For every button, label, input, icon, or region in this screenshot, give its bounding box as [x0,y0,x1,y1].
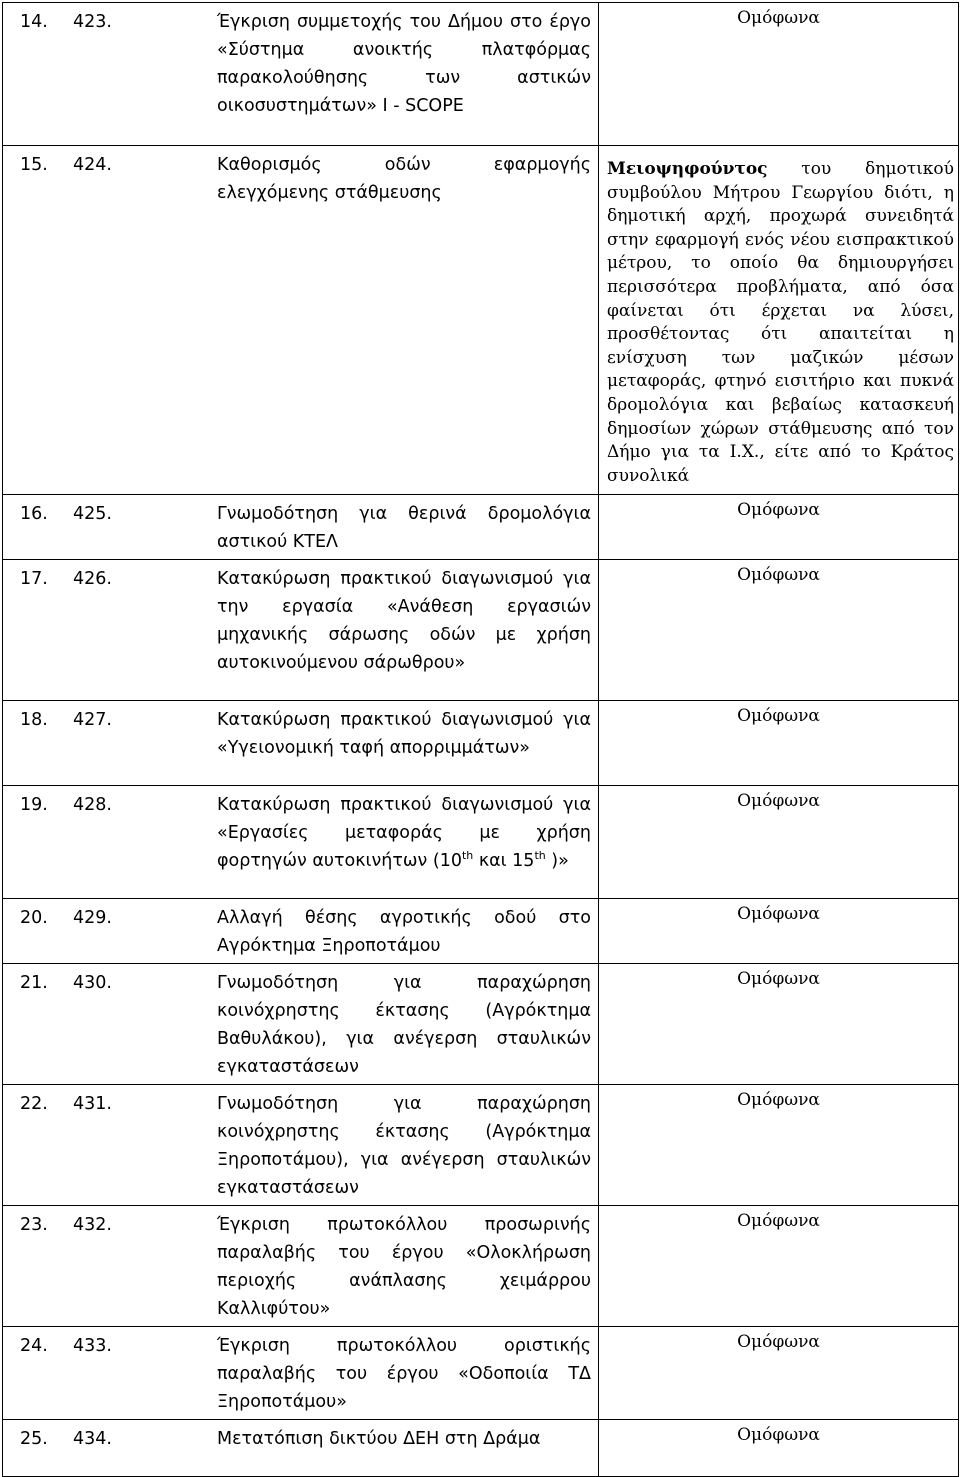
decision-number: 429. [73,908,112,929]
vote-result: Ομόφωνα [737,904,820,925]
vote-cell [599,1206,959,1327]
decision-title: Έγκριση πρωτοκόλλου προσωρινής παραλαβής του έργου «Ολοκλήρωση περιοχής ανάπλασης χειμάρρου Καλλιφύτου» [217,1215,591,1320]
row-seq: 19. [20,795,48,816]
decision-number: 430. [73,973,112,994]
minority-comment [599,146,958,494]
table-row [3,146,959,495]
ordinal-suffix: th [461,849,474,863]
row-seq: 21. [20,973,48,994]
decisions-table [2,2,959,1477]
table-row [3,1327,959,1420]
decision-cell [3,495,599,560]
table-row [3,701,959,786]
ordinal-suffix: th [534,849,546,863]
row-seq: 25. [20,1429,48,1450]
row-seq: 24. [20,1336,48,1357]
decision-cell [3,3,599,146]
decision-cell [3,560,599,701]
decision-number: 431. [73,1094,112,1115]
vote-cell [599,701,959,786]
vote-cell [599,146,959,495]
table-row [3,560,959,701]
vote-result: Ομόφωνα [737,791,820,812]
row-seq: 23. [20,1215,48,1236]
decision-title: Κατακύρωση πρακτικού διαγωνισμού για την εργασία «Ανάθεση εργασιών μηχανικής σάρωσης οδών με χρήση αυτοκινούμενου σάρωθρου» [217,569,591,674]
decision-cell [3,964,599,1085]
table-row [3,1206,959,1327]
decision-number: 423. [73,12,112,32]
decision-cell [3,899,599,964]
row-seq: 16. [20,504,48,525]
decision-cell [3,1327,599,1420]
row-seq: 17. [20,569,48,590]
vote-cell [599,495,959,560]
decision-title: Καθορισμός οδών εφαρμογής ελεγχόμενης στάθμευσης [217,155,591,203]
vote-cell [599,3,959,146]
decision-cell [3,146,599,495]
vote-result: Ομόφωνα [737,1211,820,1232]
vote-cell [599,1085,959,1206]
decision-cell [3,1420,599,1477]
decision-title: Γνωμοδότηση για παραχώρηση κοινόχρηστης έκτασης (Αγρόκτημα Βαθυλάκου), για ανέγερση σταυλικών εγκαταστάσεων [217,973,591,1078]
decision-title: Μετατόπιση δικτύου ΔΕΗ στη Δράμα [217,1429,541,1450]
decision-number: 433. [73,1336,112,1357]
vote-result: Ομόφωνα [737,706,820,727]
vote-result: Ομόφωνα [737,969,820,990]
title-part: Κατακύρωση πρακτικού διαγωνισμού για «Εργασίες μεταφοράς με χρήση φορτηγών αυτοκινήτων (10 [217,795,591,872]
row-seq: 14. [20,12,48,32]
decision-number: 425. [73,504,112,525]
table-row [3,1085,959,1206]
vote-result: Ομόφωνα [737,1332,820,1353]
vote-cell [599,964,959,1085]
table-row [3,786,959,899]
decision-cell [3,701,599,786]
table-row [3,899,959,964]
vote-result: Ομόφωνα [737,1425,820,1446]
comment-lead: Μειοψηφούντος [607,159,768,179]
decision-cell [3,1206,599,1327]
decision-cell [3,786,599,899]
decision-number: 432. [73,1215,112,1236]
vote-result: Ομόφωνα [737,565,820,586]
decision-number: 424. [73,155,112,175]
decision-number: 434. [73,1429,112,1450]
decision-title: Έγκριση πρωτοκόλλου οριστικής παραλαβής του έργου «Οδοποιία ΤΔ Ξηροποτάμου» [217,1336,591,1413]
vote-cell [599,899,959,964]
vote-cell [599,1420,959,1477]
decision-cell [3,1085,599,1206]
table-row [3,1420,959,1477]
table-row [3,495,959,560]
decision-title: Γνωμοδότηση για παραχώρηση κοινόχρηστης έκτασης (Αγρόκτημα Ξηροποτάμου), για ανέγερση σταυλικών εγκαταστάσεων [217,1094,591,1199]
title-part: και 15 [473,851,535,872]
decision-title: Γνωμοδότηση για θερινά δρομολόγια αστικού ΚΤΕΛ [217,504,591,553]
table-row [3,964,959,1085]
decision-number: 427. [73,710,112,731]
vote-result: Ομόφωνα [737,500,820,521]
decision-number: 428. [73,795,112,816]
decision-title: Αλλαγή θέσης αγροτικής οδού στο Αγρόκτημα Ξηροποτάμου [217,908,591,957]
comment-text: του δημοτικού συμβούλου Μήτρου Γεωργίου διότι, η δημοτική αρχή, προχωρά συνειδητά στην εφαρμογή ενός νέου εισπρακτικού μέτρου, το οποίο θα δημιουργήσει περισσότερα προβλήματα, από όσα φαίνεται ότι έρχεται να λύσει, προσθέτοντας ότι απαιτείται η ενίσχυση των μαζικών μέσων μεταφοράς, φτηνό εισιτήριο και πυκνά δρομολόγια και βεβαίως κατασκευή δημοσίων χώρων στάθμευσης από τον Δήμο για τα Ι.Χ., είτε από το Κράτος συνολικά [607,159,954,486]
table-row [3,3,959,146]
row-seq: 20. [20,908,48,929]
row-seq: 15. [20,155,48,175]
decision-title: Κατακύρωση πρακτικού διαγωνισμού για «Υγειονομική ταφή απορριμμάτων» [217,710,591,759]
decision-title: Έγκριση συμμετοχής του Δήμου στο έργο «Σύστημα ανοικτής πλατφόρμας παρακολούθησης των αστικών οικοσυστημάτων» I - SCOPE [217,12,591,116]
title-part: )» [545,851,569,872]
vote-cell [599,1327,959,1420]
row-seq: 18. [20,710,48,731]
vote-cell [599,560,959,701]
vote-cell [599,786,959,899]
row-seq: 22. [20,1094,48,1115]
vote-result: Ομόφωνα [737,8,820,28]
vote-result: Ομόφωνα [737,1090,820,1111]
decision-number: 426. [73,569,112,590]
